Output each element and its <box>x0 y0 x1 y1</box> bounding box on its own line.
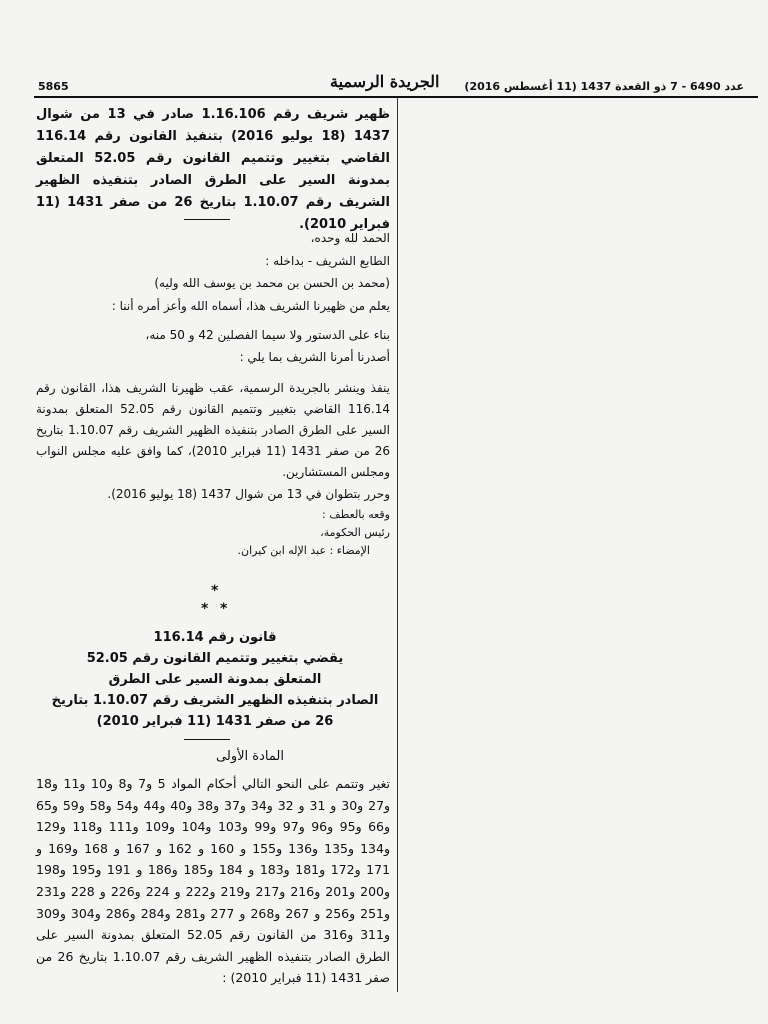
article-text: تغير وتتمم على النحو التالي أحكام المواد 5 و7 و8 و10 و11 و18 و27 و30 و 31 و 32 و34 و37 و38 و40 و44 و54 و58 و59 و65 و66 و95 و96 و97 و99 و103 و104 و109 و111 و118 و129 و134 و135 و136 و155 و 160 و 162 و 167 و 168 و169 و 171 و172 و181 و183 و 184 و185 و186 و 191 و195 و198 و200 و201 و216 و217 و219 و222 و 224 و226 و 228 و231 و251 و256 و 267 و268 و 277 و281 و284 و286 و304 و309 و311 و316 من القانون رقم 52.05 المتعلق بمدونة السير على الطرق الصادر بتنفيذه الظهير الشريف رقم 1.10.07 بتاريخ 26 من صفر 1431 (11 فبراير 2010) : <box>36 776 391 986</box>
header-rule <box>34 96 758 98</box>
countersign-label: وقعه بالعطف : <box>322 508 390 521</box>
article-heading: المادة الأولى <box>216 749 284 764</box>
issue-info: عدد 6490 - 7 ذو القعدة 1437 (11 أغسطس 2016) <box>464 80 744 93</box>
countersign-role: رئيس الحكومة، <box>320 526 390 539</box>
law-title-line: قانون رقم 116.14 <box>153 630 277 645</box>
notice-line: يعلم من ظهيرنا الشريف هذا، أسماه الله وأعز أمره أننا : <box>111 299 390 313</box>
decree-body: ينفذ وينشر بالجريدة الرسمية، عقب ظهيرنا الشريف هذا، القانون رقم 116.14 القاضي بتغيير وتتميم القانون رقم 52.05 المتعلق بمدونة السير على الطرق الصادر بتنفيذه الظهير الشريف رقم 1.10.07 بتاريخ 26 من صفر 1431 (11 فبراير 2010)، كما وافق عليه مجلس النواب ومجلس المستشارين. <box>36 381 391 479</box>
order-line: أصدرنا أمرنا الشريف بما يلي : <box>239 350 390 364</box>
law-title-line: يقضي بتغيير وتتميم القانون رقم 52.05 <box>86 651 344 666</box>
separator-star: * <box>220 601 228 617</box>
law-title <box>40 627 390 732</box>
law-separator <box>184 739 230 740</box>
gazette-title: الجريدة الرسمية <box>330 72 440 91</box>
basis-line: بناء على الدستور ولا سيما الفصلين 42 و 50 منه، <box>145 328 390 342</box>
separator-star: * <box>211 583 219 599</box>
separator-star: * <box>201 601 209 617</box>
law-title-line: الصادر بتنفيذه الظهير الشريف رقم 1.10.07 بتاريخ <box>51 693 379 708</box>
decree-title: ظهير شريف رقم 1.16.106 صادر في 13 من شوال 1437 (18 يوليو 2016) بتنفيذ القانون رقم 116.14 القاضي بتغيير وتتميم القانون رقم 52.05 المتعلق بمدونة السير على الطرق الصادر بتنفيذه الظهير الشريف رقم 1.10.07 بتاريخ 26 من صفر 1431 (11 فبراير 2010). <box>36 107 391 232</box>
page-number: 5865 <box>38 80 69 93</box>
column-divider <box>397 97 398 992</box>
praise-line: الحمد لله وحده، <box>310 231 390 245</box>
seal-label: الطابع الشريف - بداخله : <box>265 254 390 268</box>
countersign-name: الإمضاء : عبد الإله ابن كيران. <box>237 544 370 557</box>
seal-name: (محمد بن الحسن بن محمد بن يوسف الله وليه) <box>154 276 390 290</box>
title-separator <box>184 219 230 220</box>
law-title-line: 26 من صفر 1431 (11 فبراير 2010) <box>96 714 334 729</box>
done-at-line: وحرر بتطوان في 13 من شوال 1437 (18 يوليو 2016). <box>107 487 390 501</box>
law-title-line: المتعلق بمدونة السير على الطرق <box>108 672 322 687</box>
